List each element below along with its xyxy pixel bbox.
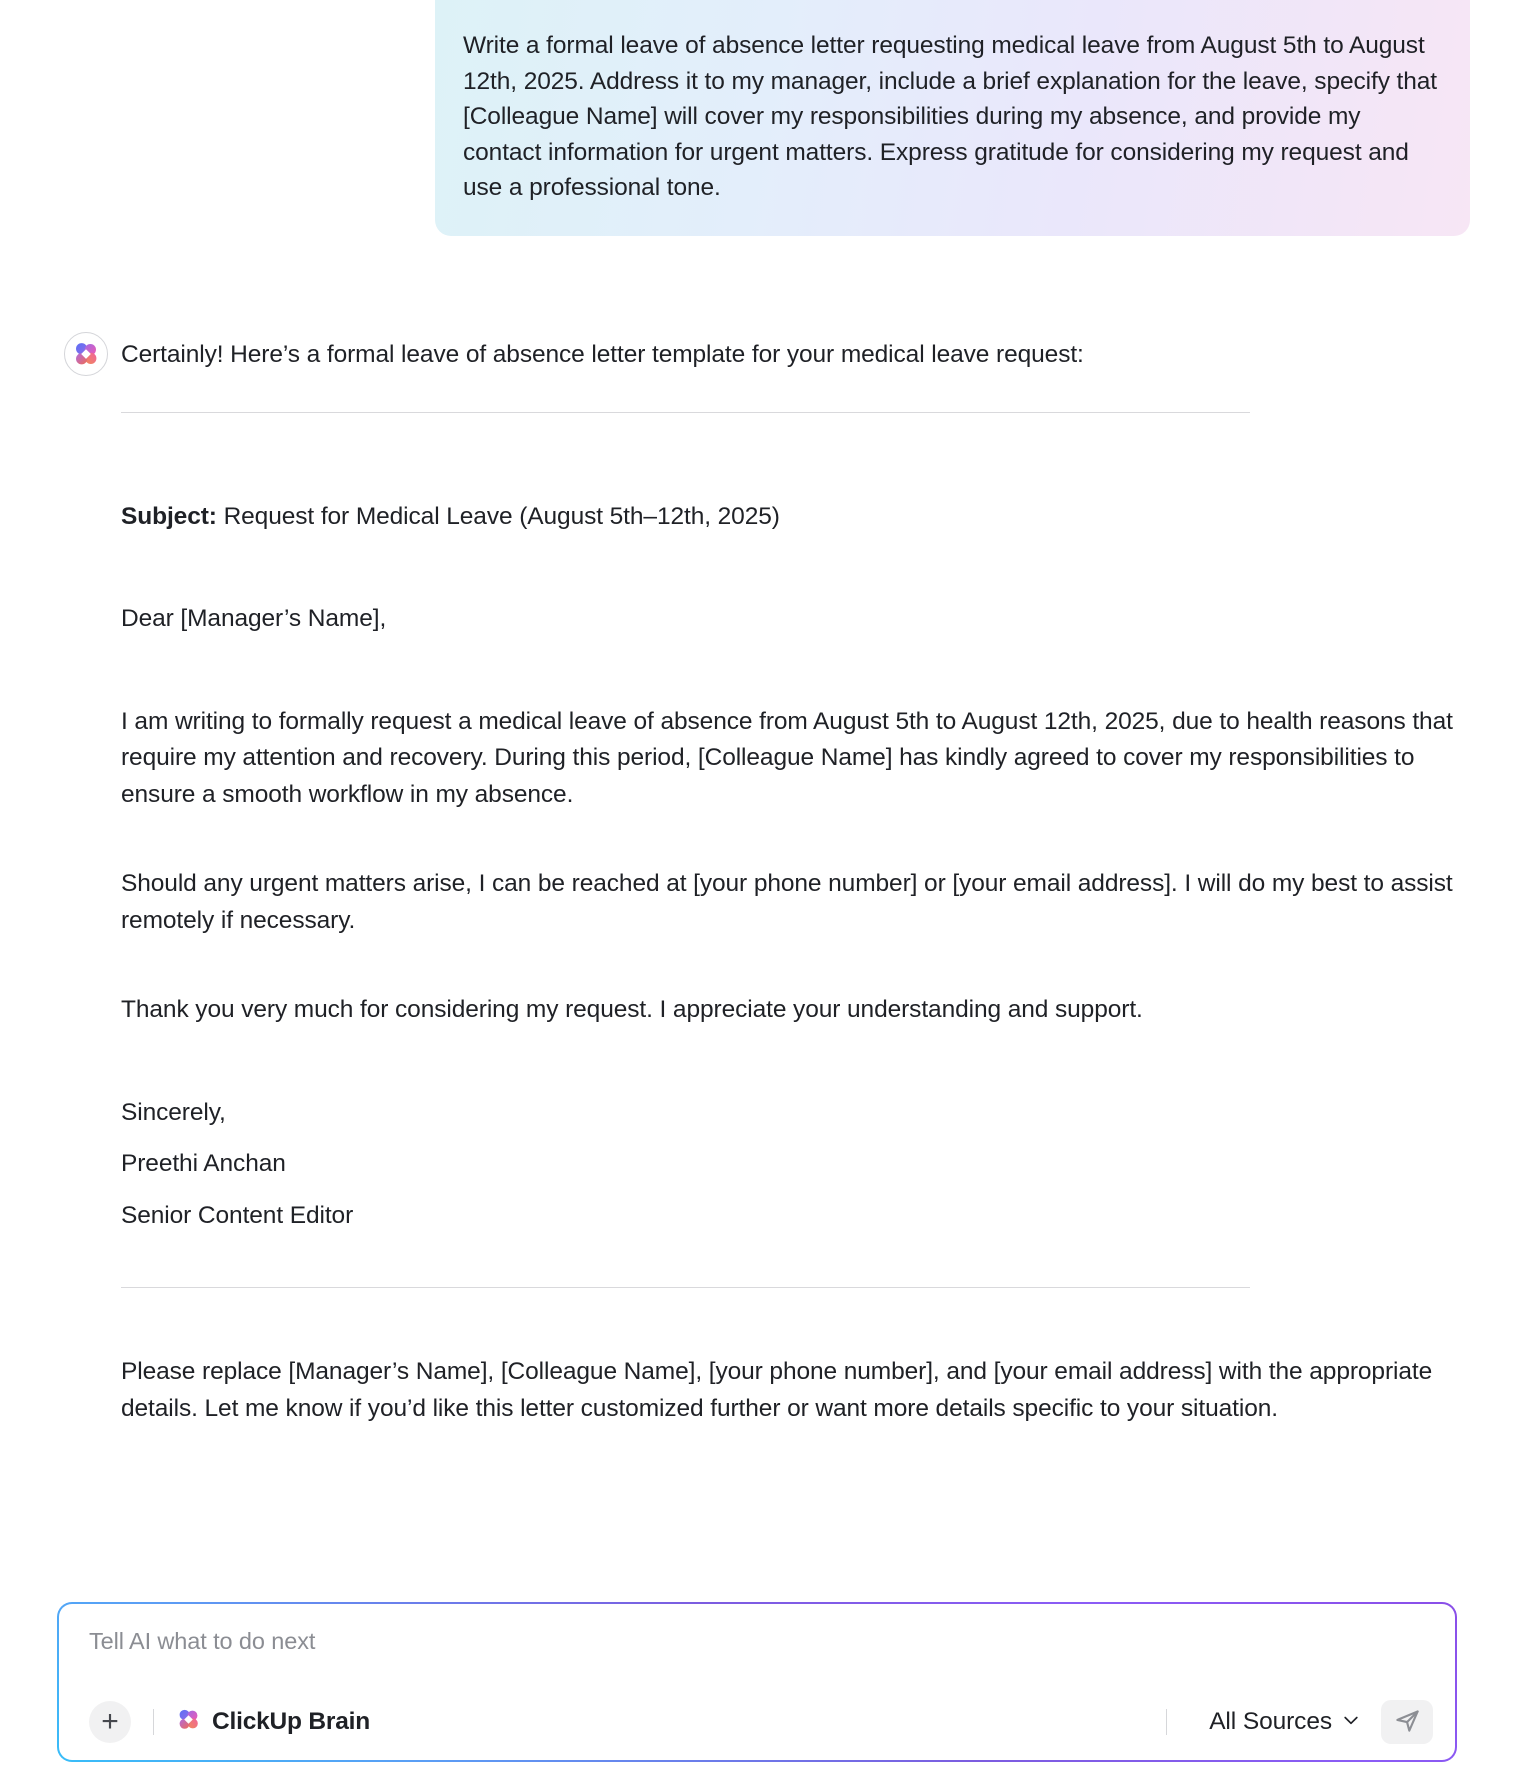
user-message-row [0, 0, 1514, 236]
assistant-footer-note: Please replace [Manager’s Name], [Colleague Name], [your phone number], and [your email address] with the appropriate details. Let me know if you’d like this letter customized further or want more details specific to your situation. [121, 1358, 1433, 1422]
assistant-message-block [0, 332, 1514, 1428]
assistant-intro-text: Certainly! Here’s a formal leave of absence letter template for your medical leave request: [121, 340, 1084, 368]
sources-selector[interactable] [1209, 1708, 1361, 1736]
letter-subject-line [121, 499, 1470, 536]
toolbar-divider-left [153, 1709, 154, 1735]
send-paper-plane-icon [1394, 1707, 1421, 1737]
composer-input[interactable]: Tell AI what to do next [89, 1628, 316, 1654]
composer-toolbar-left [89, 1701, 370, 1743]
model-selector-label: ClickUp Brain [212, 1708, 371, 1735]
composer [59, 1604, 1455, 1760]
user-message-bubble: Write a formal leave of absence letter requesting medical leave from August 5th to August 12th, 2025. Address it to my manager, include a brief explanation for the leave, specify that [Colleague Name] will cover my responsibilities during my absence, and provide my contact information for urgent matters. Express gratitude for considering my request and use a professional tone. [435, 0, 1470, 236]
generated-letter [121, 396, 1470, 1428]
toolbar-divider-right [1166, 1709, 1167, 1735]
letter-paragraph-3: Thank you very much for considering my request. I appreciate your understanding and support. [121, 996, 1143, 1023]
letter-closing: Sincerely, [121, 1098, 226, 1126]
letter-subject-label: Subject: [121, 502, 217, 530]
letter-paragraph-2: Should any urgent matters arise, I can be reached at [your phone number] or [your email address]. I will do my best to assist remotely if necessary. [121, 870, 1453, 934]
sources-selector-label: All Sources [1209, 1708, 1332, 1735]
letter-subject-value: Request for Medical Leave (August 5th–12th, 2025) [216, 502, 780, 530]
assistant-avatar [64, 332, 108, 376]
composer-toolbar-right [1144, 1700, 1433, 1744]
letter-signature-title: Senior Content Editor [121, 1201, 354, 1229]
chevron-down-icon [1341, 1710, 1361, 1735]
plus-icon: + [101, 1705, 119, 1738]
letter-signature-name: Preethi Anchan [121, 1150, 286, 1177]
composer-gradient-frame [57, 1602, 1457, 1762]
clickup-brain-flower-icon [176, 1707, 201, 1737]
composer-toolbar [89, 1700, 1433, 1744]
letter-paragraph-1: I am writing to formally request a medical leave of absence from August 5th to August 12th, 2025, due to health reasons that require my attention and recovery. During this period, [Colleague Name] has kindly agreed to cover my responsibilities to ensure a smooth workflow in my absence. [121, 707, 1453, 808]
clickup-brain-flower-icon [72, 340, 100, 368]
model-selector[interactable] [176, 1707, 370, 1737]
add-attachment-button[interactable] [89, 1701, 131, 1743]
letter-salutation: Dear [Manager’s Name], [121, 605, 387, 632]
send-button[interactable] [1381, 1700, 1433, 1744]
